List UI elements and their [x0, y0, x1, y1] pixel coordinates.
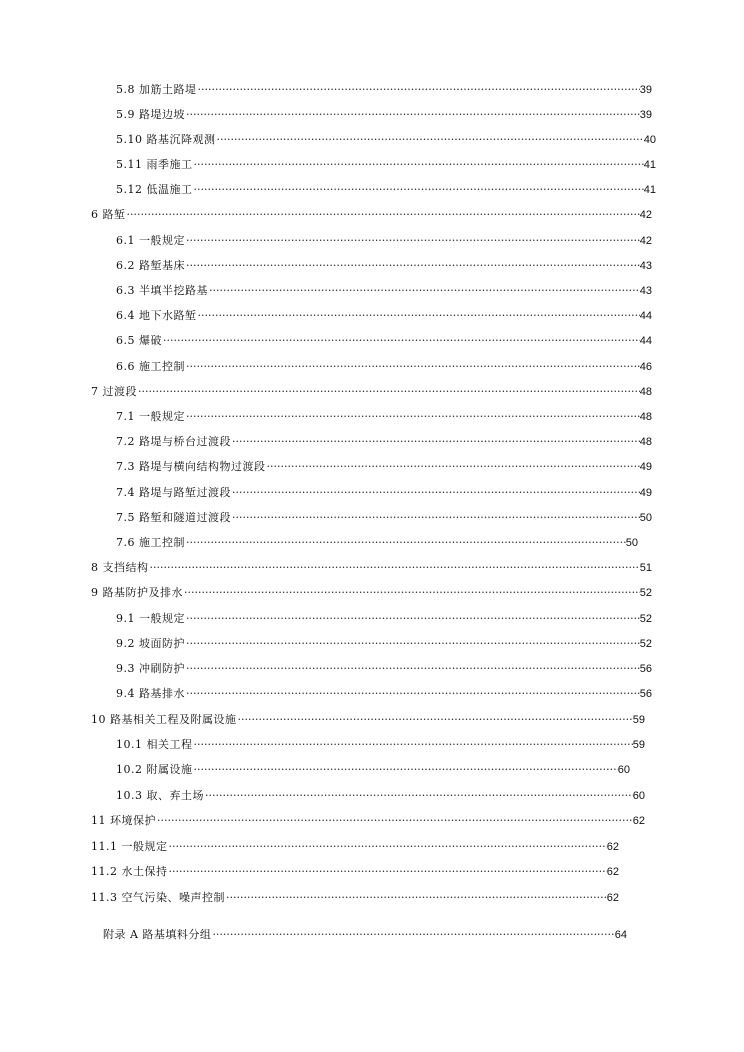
toc-leader-dots — [231, 511, 640, 525]
toc-entry-label: 6.2 路堑基床 — [116, 259, 185, 272]
toc-leader-dots — [185, 662, 640, 676]
toc-leader-dots — [156, 814, 633, 828]
toc-entry-page: 41 — [643, 184, 656, 196]
toc-leader-dots — [231, 486, 640, 500]
toc-entry-page: 39 — [639, 109, 652, 121]
toc-entry-page: 62 — [606, 841, 619, 853]
toc-entry-page: 43 — [639, 260, 652, 272]
toc-entry-page: 42 — [639, 209, 652, 221]
toc-leader-dots — [204, 789, 633, 803]
toc-leader-dots — [185, 108, 640, 122]
toc-entry-page: 48 — [639, 386, 652, 398]
toc-entry[interactable] — [91, 863, 619, 879]
toc-entry-page: 56 — [639, 688, 652, 700]
toc-entry-page: 50 — [625, 537, 638, 549]
toc-entry[interactable] — [91, 383, 652, 399]
toc-entry[interactable] — [91, 584, 652, 600]
toc-entry[interactable] — [116, 484, 652, 500]
toc-entry-page: 56 — [639, 663, 652, 675]
toc-entry[interactable] — [116, 81, 652, 97]
toc-entry-label: 7.4 路堤与路堑过渡段 — [116, 486, 231, 499]
toc-entry-label: 10.2 附属设施 — [116, 763, 193, 776]
toc-leader-dots — [193, 738, 633, 752]
toc-entry-label: 6.3 半填半挖路基 — [116, 284, 208, 297]
toc-entry-label: 5.8 加筋土路堤 — [116, 83, 197, 96]
toc-entry-label: 10.3 取、弃土场 — [116, 789, 204, 802]
toc-leader-dots — [197, 83, 640, 97]
toc-entry-page: 41 — [643, 159, 656, 171]
toc-entry-label: 9.3 冲刷防护 — [116, 662, 185, 675]
toc-entry[interactable] — [116, 660, 652, 676]
toc-entry-label: 6.5 爆破 — [116, 334, 162, 347]
toc-entry[interactable] — [91, 812, 645, 828]
toc-leader-dots — [231, 435, 640, 449]
toc-entry[interactable] — [91, 711, 645, 727]
toc-entry-label: 10 路基相关工程及附属设施 — [91, 713, 237, 726]
toc-entry[interactable] — [103, 926, 627, 942]
toc-entry[interactable] — [116, 610, 652, 626]
toc-entry-label: 11.3 空气污染、噪声控制 — [91, 891, 225, 904]
toc-entry-label: 11 环境保护 — [91, 814, 156, 827]
toc-entry[interactable] — [116, 181, 656, 197]
toc-entry-label: 附录 A 路基填料分组 — [103, 928, 212, 941]
toc-entry-label: 9 路基防护及排水 — [91, 586, 183, 599]
toc-entry-label: 6 路堑 — [91, 208, 126, 221]
toc-entry[interactable] — [116, 534, 638, 550]
toc-entry-label: 11.1 一般规定 — [91, 840, 168, 853]
toc-entry[interactable] — [116, 458, 652, 474]
toc-entry-page: 59 — [632, 714, 645, 726]
toc-leader-dots — [149, 561, 640, 575]
toc-entry-label: 9.2 坡面防护 — [116, 637, 185, 650]
toc-entry[interactable] — [91, 559, 652, 575]
toc-entry[interactable] — [116, 736, 645, 752]
toc-entry-page: 44 — [639, 335, 652, 347]
toc-entry-label: 5.9 路堤边坡 — [116, 108, 185, 121]
toc-leader-dots — [193, 183, 644, 197]
toc-leader-dots — [168, 840, 607, 854]
toc-entry[interactable] — [116, 232, 652, 248]
toc-leader-dots — [185, 410, 640, 424]
toc-entry[interactable] — [116, 282, 652, 298]
toc-entry[interactable] — [116, 509, 652, 525]
toc-entry-label: 11.2 水土保持 — [91, 865, 168, 878]
toc-leader-dots — [266, 460, 640, 474]
toc-leader-dots — [137, 385, 640, 399]
toc-entry-label: 7.3 路堤与横向结构物过渡段 — [116, 460, 266, 473]
toc-entry-label: 8 支挡结构 — [91, 561, 149, 574]
toc-leader-dots — [216, 133, 644, 147]
toc-entry[interactable] — [116, 156, 656, 172]
toc-leader-dots — [183, 586, 640, 600]
toc-entry-label: 7.6 施工控制 — [116, 536, 185, 549]
toc-entry-label: 10.1 相关工程 — [116, 738, 193, 751]
toc-entry-page: 59 — [632, 739, 645, 751]
toc-entry-page: 44 — [639, 310, 652, 322]
toc-entry[interactable] — [91, 838, 619, 854]
toc-entry-page: 48 — [639, 411, 652, 423]
toc-entry-page: 52 — [639, 587, 652, 599]
toc-leader-dots — [193, 158, 644, 172]
toc-entry[interactable] — [116, 761, 630, 777]
toc-leader-dots — [185, 536, 626, 550]
toc-entry[interactable] — [91, 889, 619, 905]
toc-leader-dots — [168, 865, 607, 879]
toc-entry-label: 5.10 路基沉降观测 — [116, 133, 216, 146]
toc-entry[interactable] — [116, 408, 652, 424]
toc-entry-label: 7.1 一般规定 — [116, 410, 185, 423]
toc-entry-label: 6.1 一般规定 — [116, 234, 185, 247]
toc-leader-dots — [208, 284, 640, 298]
toc-entry-label: 9.4 路基排水 — [116, 687, 185, 700]
toc-entry-page: 51 — [639, 562, 652, 574]
toc-leader-dots — [185, 234, 640, 248]
toc-entry-page: 60 — [632, 790, 645, 802]
toc-entry-page: 48 — [639, 436, 652, 448]
toc-entry-page: 43 — [639, 285, 652, 297]
toc-entry-page: 50 — [639, 512, 652, 524]
toc-entry[interactable] — [116, 307, 652, 323]
toc-entry-label: 5.12 低温施工 — [116, 183, 193, 196]
toc-leader-dots — [237, 713, 633, 727]
toc-entry-label: 7.5 路堑和隧道过渡段 — [116, 511, 231, 524]
toc-leader-dots — [185, 687, 640, 701]
toc-entry-page: 52 — [639, 613, 652, 625]
toc-leader-dots — [197, 309, 640, 323]
toc-leader-dots — [185, 612, 640, 626]
toc-entry-label: 6.6 施工控制 — [116, 360, 185, 373]
toc-entry-label: 5.11 雨季施工 — [116, 158, 193, 171]
toc-entry-page: 52 — [639, 638, 652, 650]
toc-entry-page: 62 — [632, 815, 645, 827]
toc-entry[interactable] — [116, 131, 656, 147]
toc-entry-label: 6.4 地下水路堑 — [116, 309, 197, 322]
toc-entry-page: 40 — [643, 134, 656, 146]
toc-entry-page: 42 — [639, 235, 652, 247]
toc-entry-page: 49 — [639, 461, 652, 473]
toc-entry[interactable] — [116, 332, 652, 348]
toc-leader-dots — [211, 928, 614, 942]
toc-entry[interactable] — [116, 685, 652, 701]
toc-entry-page: 49 — [639, 487, 652, 499]
toc-leader-dots — [185, 360, 640, 374]
toc-entry-label: 9.1 一般规定 — [116, 612, 185, 625]
toc-entry[interactable] — [116, 106, 652, 122]
toc-entry-label: 7 过渡段 — [91, 385, 137, 398]
toc-entry[interactable] — [116, 257, 652, 273]
toc-leader-dots — [126, 208, 640, 222]
toc-leader-dots — [193, 763, 618, 777]
toc-entry-page: 60 — [617, 764, 630, 776]
toc-entry-page: 39 — [639, 84, 652, 96]
toc-entry[interactable] — [91, 206, 652, 222]
toc-leader-dots — [185, 637, 640, 651]
toc-leader-dots — [185, 259, 640, 273]
toc-entry[interactable] — [116, 433, 652, 449]
toc-entry-page: 64 — [614, 929, 627, 941]
toc-entry[interactable] — [116, 787, 645, 803]
toc-entry-label: 7.2 路堤与桥台过渡段 — [116, 435, 231, 448]
toc-entry[interactable] — [116, 635, 652, 651]
toc-entry[interactable] — [116, 358, 652, 374]
toc-entry-page: 62 — [606, 892, 619, 904]
toc-leader-dots — [225, 891, 607, 905]
toc-entry-page: 46 — [639, 361, 652, 373]
toc-leader-dots — [162, 334, 640, 348]
toc-entry-page: 62 — [606, 866, 619, 878]
